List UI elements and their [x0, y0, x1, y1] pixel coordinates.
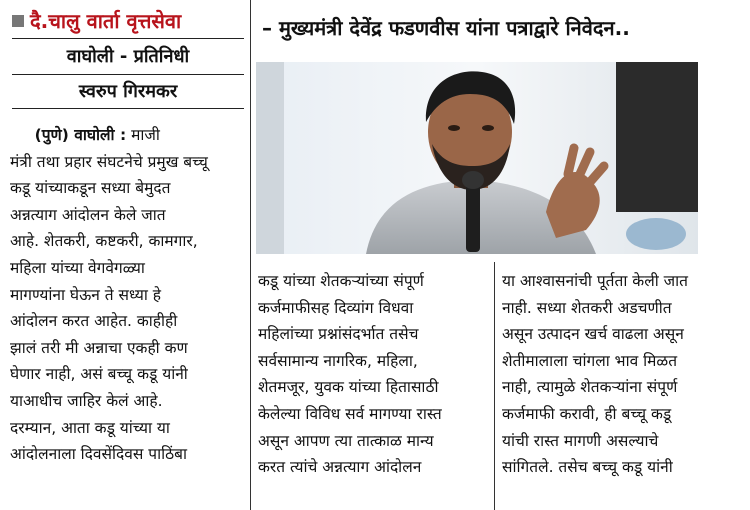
speaker-illustration — [256, 62, 698, 254]
rule — [12, 108, 244, 109]
right-column-line: सांगितले. तसेच बच्चू कडू यांनी — [502, 458, 673, 477]
middle-column-line: कडू यांच्या शेतकऱ्यांच्या संपूर्ण — [258, 272, 424, 290]
left-column-line: घेणार नाही, असं बच्चू कडू यांनी — [10, 365, 188, 384]
news-photo — [256, 62, 698, 254]
middle-column-line: शेतमजूर, युवक यांच्या हितासाठी — [258, 378, 439, 397]
masthead-title: दै.चालु वार्ता वृत्तसेवा — [30, 9, 182, 33]
right-column — [502, 268, 738, 481]
left-column-line: आंदोलनाला दिवसेंदिवस पाठिंबा — [10, 445, 187, 464]
column-divider — [250, 0, 251, 510]
masthead — [12, 4, 244, 37]
left-column-line: याआधीच जाहिर केलं आहे. — [10, 391, 163, 410]
middle-column-line: महिलांच्या प्रश्नांसंदर्भात तसेच — [258, 325, 419, 344]
middle-column-line: कर्जमाफीसह दिव्यांग विधवा — [258, 298, 414, 317]
headline: – मुख्यमंत्री देवेंद्र फडणवीस यांना पत्राद्वारे निवेदन.. — [262, 16, 630, 40]
left-column-line: झालं तरी मी अन्नाचा एकही कण — [10, 338, 188, 357]
left-column-line: कडू यांच्याकडून सध्या बेमुदत — [10, 179, 171, 198]
right-column-line: नाही, त्यामुळे शेतकऱ्यांना संपूर्ण — [502, 378, 678, 397]
left-column-line: मागण्यांना घेऊन ते सध्या हे — [10, 285, 162, 304]
middle-column-line: करत त्यांचे अन्नत्याग आंदोलन — [258, 458, 422, 477]
left-column-line: आहे. शेतकरी, कष्टकरी, कामगार, — [10, 232, 198, 251]
right-column-line: यांची रास्त मागणी असल्याचे — [502, 431, 659, 450]
masthead-square-icon — [12, 15, 24, 27]
left-column-line: दरम्यान, आता कडू यांच्या या — [10, 418, 170, 437]
byline-place: वाघोली - प्रतिनिधी — [66, 46, 190, 67]
rule — [12, 74, 244, 75]
left-column-line: (पुणे) वाघोली : माजी — [34, 126, 160, 144]
right-column-line: शेतीमालाला चांगला भाव मिळत — [502, 351, 678, 370]
left-column-line: महिला यांच्या वेगवेगळ्या — [10, 258, 145, 277]
left-column-line: मंत्री तथा प्रहार संघटनेचे प्रमुख बच्चू — [10, 152, 208, 171]
column-divider — [494, 262, 495, 510]
dateline: (पुणे) वाघोली : — [34, 126, 127, 144]
left-column — [10, 122, 246, 468]
right-column-line: या आश्वासनांची पूर्तता केली जात — [502, 272, 688, 290]
right-column-line: नाही. सध्या शेतकरी अडचणीत — [502, 298, 672, 317]
left-column-line: आंदोलन करत आहेत. काहीही — [10, 312, 178, 331]
right-column-line: कर्जमाफी करावी, ही बच्चू कडू — [502, 404, 672, 423]
right-column-line: असून उत्पादन खर्च वाढला असून — [502, 325, 684, 344]
rule — [12, 38, 244, 39]
middle-column-line: केलेल्या विविध सर्व मागण्या रास्त — [258, 404, 442, 423]
left-column-line: अन्नत्याग आंदोलन केले जात — [10, 205, 166, 224]
byline-reporter: स्वरुप गिरमकर — [78, 81, 178, 102]
middle-column-line: सर्वसामान्य नागरिक, महिला, — [258, 351, 418, 370]
middle-column — [258, 268, 484, 481]
middle-column-line: असून आपण त्या तात्काळ मान्य — [258, 431, 434, 450]
